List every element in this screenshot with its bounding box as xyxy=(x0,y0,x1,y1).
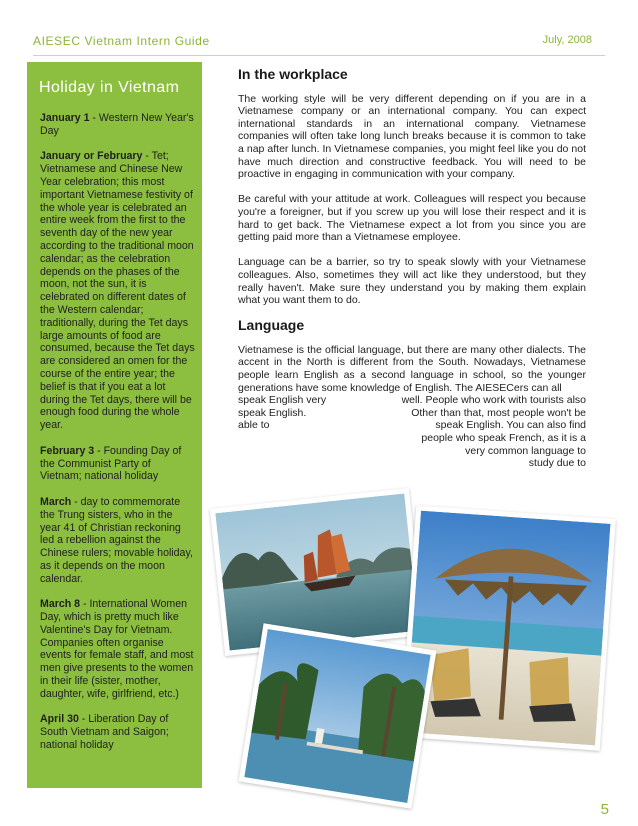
holiday-item xyxy=(40,598,195,700)
wrapped-line-left: speak English very xyxy=(238,394,327,407)
main-content xyxy=(238,68,586,470)
palm-trees-image xyxy=(244,629,430,803)
holiday-list xyxy=(40,112,195,765)
holiday-item xyxy=(40,445,195,483)
holiday-description: - Founding Day of the Communist Party of Vietnam; national holiday xyxy=(40,444,182,483)
wrapped-line-right: well. People who work with tourists also xyxy=(401,394,586,407)
wrapped-line-right: people who speak French, as it is a xyxy=(421,432,586,445)
wrapped-line-right: study due to xyxy=(528,457,586,470)
wrapped-line-right: Other than that, most people won't be xyxy=(411,406,586,419)
wrapped-line-right: speak English. You can also find xyxy=(435,419,586,432)
wrapped-line xyxy=(238,432,586,445)
header-divider xyxy=(33,55,605,56)
workplace-paragraph: The working style will be very different depending on if you are in a Vietnamese company or an international company. You can expect international standards in an international company. Vietnamese companies will often take long lunch breaks because it is common to take a nap after lunch. In Vietnamese companies, you might feel like you do not have much direction and constructive feedback. You will need to be proactive in engaging in communication with your company. xyxy=(238,92,586,181)
beach-umbrella-lounge-chairs-photo xyxy=(400,505,616,750)
wrapped-line-right: very common language to xyxy=(465,444,586,457)
holiday-description: - Western New Year's Day xyxy=(40,112,194,137)
holiday-description: - day to commemorate the Trung sisters, who in the year 41 of Christian reckoning led a rebellion against the Chinese rulers; movable holiday, as it depends on the moon calendar. xyxy=(40,495,193,585)
wrapped-line xyxy=(238,445,586,458)
page-number: 5 xyxy=(600,801,609,818)
language-heading: Language xyxy=(238,317,305,334)
palm-trees-pier-photo xyxy=(239,623,437,808)
holiday-item xyxy=(40,112,195,138)
wrapped-line xyxy=(238,419,586,432)
holiday-description: - International Women Day, which is pretty much like Valentine's Day for Vietnam. Companies often organise events for female staff, and most men give presents to the women in their life (sister, mother, daughter, wife, girlfriend, etc.) xyxy=(40,598,194,700)
header-guide-title: AIESEC Vietnam Intern Guide xyxy=(33,34,210,48)
workplace-heading: In the workplace xyxy=(238,66,348,82)
language-paragraph: Vietnamese is the official language, but there are many other dialects. The accent in the North is different from the South. Nowadays, Vietnamese people learn English as a second language in school, so the younger generations have some knowledge of English. The AIESECers can all xyxy=(238,343,586,394)
holiday-description: - Tet; Vietnamese and Chinese New Year celebration; this most important Vietnamese festivity of the whole year is celebrated an entire week from the first to the seventh day of the new year according to the traditional moon calendar; as the celebration depends on the phases of the moon, not the sun, it is celebrated on different dates of the Western calendar; traditionally, during the Tet days large amounts of food are consumed, because the Tet days are considered an omen for the course of the entire year; the belief is that if you eat a lot during the Tet days, there will be enough food during the whole year. xyxy=(40,150,195,432)
holiday-date: March xyxy=(40,495,72,508)
holiday-date: January or February xyxy=(40,150,143,163)
language-wrapped-text xyxy=(238,394,586,470)
wrapped-line-left: able to xyxy=(238,419,270,432)
wrapped-line xyxy=(238,394,586,407)
wrapped-line xyxy=(238,457,586,470)
holiday-description: - Liberation Day of South Vietnam and Saigon; national holiday xyxy=(40,713,169,752)
wrapped-line xyxy=(238,407,586,420)
holiday-date: February 3 xyxy=(40,444,95,457)
holiday-date: January 1 xyxy=(40,112,90,124)
halong-bay-image xyxy=(215,493,418,650)
holiday-sidebar xyxy=(27,62,202,788)
holiday-date: April 30 xyxy=(40,713,79,726)
sidebar-title: Holiday in Vietnam xyxy=(39,79,180,96)
beach-image xyxy=(405,511,610,746)
workplace-paragraph: Language can be a barrier, so try to speak slowly with your Vietnamese colleagues. Also, sometimes they will act like they understood, but they really haven't. Make sure they understand you by making them explain what you want them to do. xyxy=(238,256,586,307)
workplace-paragraph: Be careful with your attitude at work. Colleagues will respect you because you're a foreigner, but if you screw up you will lose their respect and it is hard to get back. The Vietnamese expect a lot from you since you are getting paid more than a Vietnamese employee. xyxy=(238,193,586,244)
wrapped-line-left: speak English. xyxy=(238,406,307,419)
header-date: July, 2008 xyxy=(542,34,592,46)
holiday-item xyxy=(40,496,195,586)
holiday-item xyxy=(40,713,195,751)
holiday-date: March 8 xyxy=(40,598,81,611)
holiday-item xyxy=(40,150,195,432)
